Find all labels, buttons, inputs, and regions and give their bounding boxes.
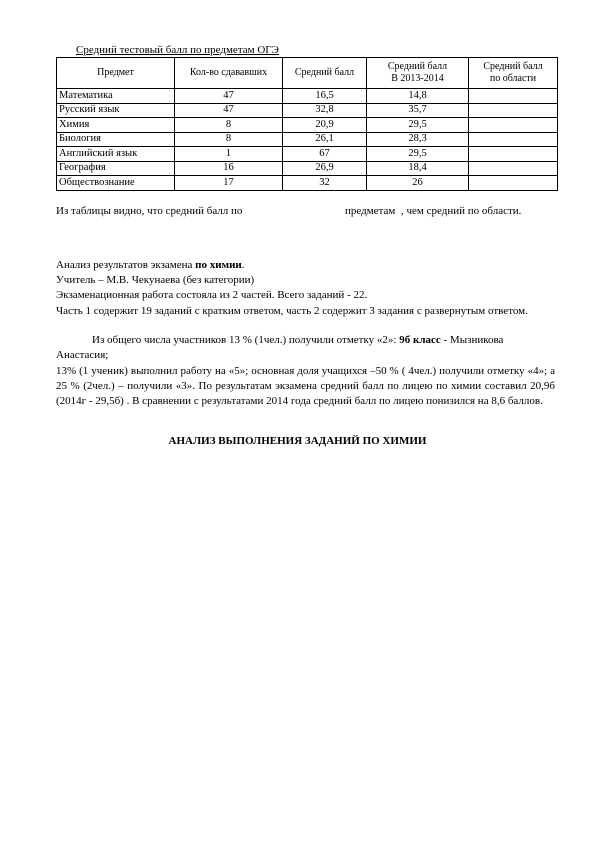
table-row: [57, 147, 558, 162]
cell-subject: Обществознание: [57, 176, 175, 191]
table-caption: Средний тестовый балл по предметам ОГЭ: [76, 44, 279, 56]
analysis-title-text: Анализ результатов экзамена: [56, 259, 196, 271]
analysis-title-end: .: [241, 259, 245, 271]
cell-avg-prev: 29,5: [367, 118, 469, 133]
header-avg-prev: Средний балл В 2013-2014: [367, 58, 469, 89]
parts-paragraph: Часть 1 содержит 19 заданий с кратким ответом, часть 2 содержит 3 задания с развернутым ответом.: [56, 305, 528, 317]
cell-avg: 20,9: [283, 118, 367, 133]
section-heading: АНАЛИЗ ВЫПОЛНЕНИЯ ЗАДАНИЙ ПО ХИМИИ: [168, 435, 427, 447]
cell-subject: Английский язык: [57, 147, 175, 162]
table-row: [57, 118, 558, 133]
cell-count: 17: [175, 176, 283, 191]
table-row: [57, 161, 558, 176]
table-row: [57, 89, 558, 104]
table-row: [57, 176, 558, 191]
cell-avg-prev: 29,5: [367, 147, 469, 162]
cell-count: 8: [175, 118, 283, 133]
structure-line: Экзаменационная работа состояла из 2 частей. Всего заданий - 22.: [56, 289, 368, 301]
cell-region: [469, 176, 558, 191]
header-count: Кол-во сдававших: [175, 58, 283, 89]
cell-subject: Биология: [57, 132, 175, 147]
cell-avg-prev: 14,8: [367, 89, 469, 104]
analysis-title: [56, 259, 245, 271]
cell-avg: 26,1: [283, 132, 367, 147]
cell-subject: Химия: [57, 118, 175, 133]
conclusion-part-3: , чем средний по области.: [401, 205, 522, 217]
cell-avg-prev: 18,4: [367, 161, 469, 176]
cell-avg: 26,9: [283, 161, 367, 176]
cell-avg-prev: 26: [367, 176, 469, 191]
header-region: Средний балл по области: [469, 58, 558, 89]
table-row: [57, 132, 558, 147]
cell-avg: 16,5: [283, 89, 367, 104]
cell-region: [469, 103, 558, 118]
cell-count: 47: [175, 89, 283, 104]
cell-avg-prev: 35,7: [367, 103, 469, 118]
cell-subject: География: [57, 161, 175, 176]
cell-avg-prev: 28,3: [367, 132, 469, 147]
cell-count: 1: [175, 147, 283, 162]
cell-region: [469, 118, 558, 133]
cell-region: [469, 161, 558, 176]
cell-avg: 32,8: [283, 103, 367, 118]
cell-count: 8: [175, 132, 283, 147]
conclusion-part-2: предметам: [345, 205, 396, 217]
participants-line-2: Анастасия;: [56, 349, 109, 361]
table-row: [57, 103, 558, 118]
results-paragraph: 13% (1 ученик) выполнил работу на «5»; основная доля учащихся –50 % ( 4чел.) получили отметку «4»; а 25 % (2чел.) – получили «3». По результатам экзамена средний балл по лицею по химии составил 20,9б (2014г - 29,5б) . В сравнении с результатами 2014 года средний балл по лицею понизился на 8,6 баллов.: [56, 365, 555, 407]
cell-avg: 67: [283, 147, 367, 162]
participants-line: [92, 334, 503, 346]
cell-subject: Математика: [57, 89, 175, 104]
conclusion-part-1: Из таблицы видно, что средний балл по: [56, 205, 243, 217]
table-header-row: [57, 58, 558, 89]
cell-region: [469, 132, 558, 147]
teacher-line: Учитель – М.В. Чекунаева (без категории): [56, 274, 255, 286]
cell-count: 16: [175, 161, 283, 176]
grades-table: [56, 57, 558, 191]
cell-avg: 32: [283, 176, 367, 191]
cell-region: [469, 89, 558, 104]
participants-class: 9б класс: [399, 334, 441, 346]
analysis-title-bold: по химии: [195, 259, 242, 271]
cell-region: [469, 147, 558, 162]
cell-count: 47: [175, 103, 283, 118]
participants-student: - Мызникова: [440, 334, 504, 346]
participants-text: Из общего числа участников 13 % (1чел.) получили отметку «2»:: [92, 334, 400, 346]
header-avg: Средний балл: [283, 58, 367, 89]
cell-subject: Русский язык: [57, 103, 175, 118]
header-subject: Предмет: [57, 58, 175, 89]
